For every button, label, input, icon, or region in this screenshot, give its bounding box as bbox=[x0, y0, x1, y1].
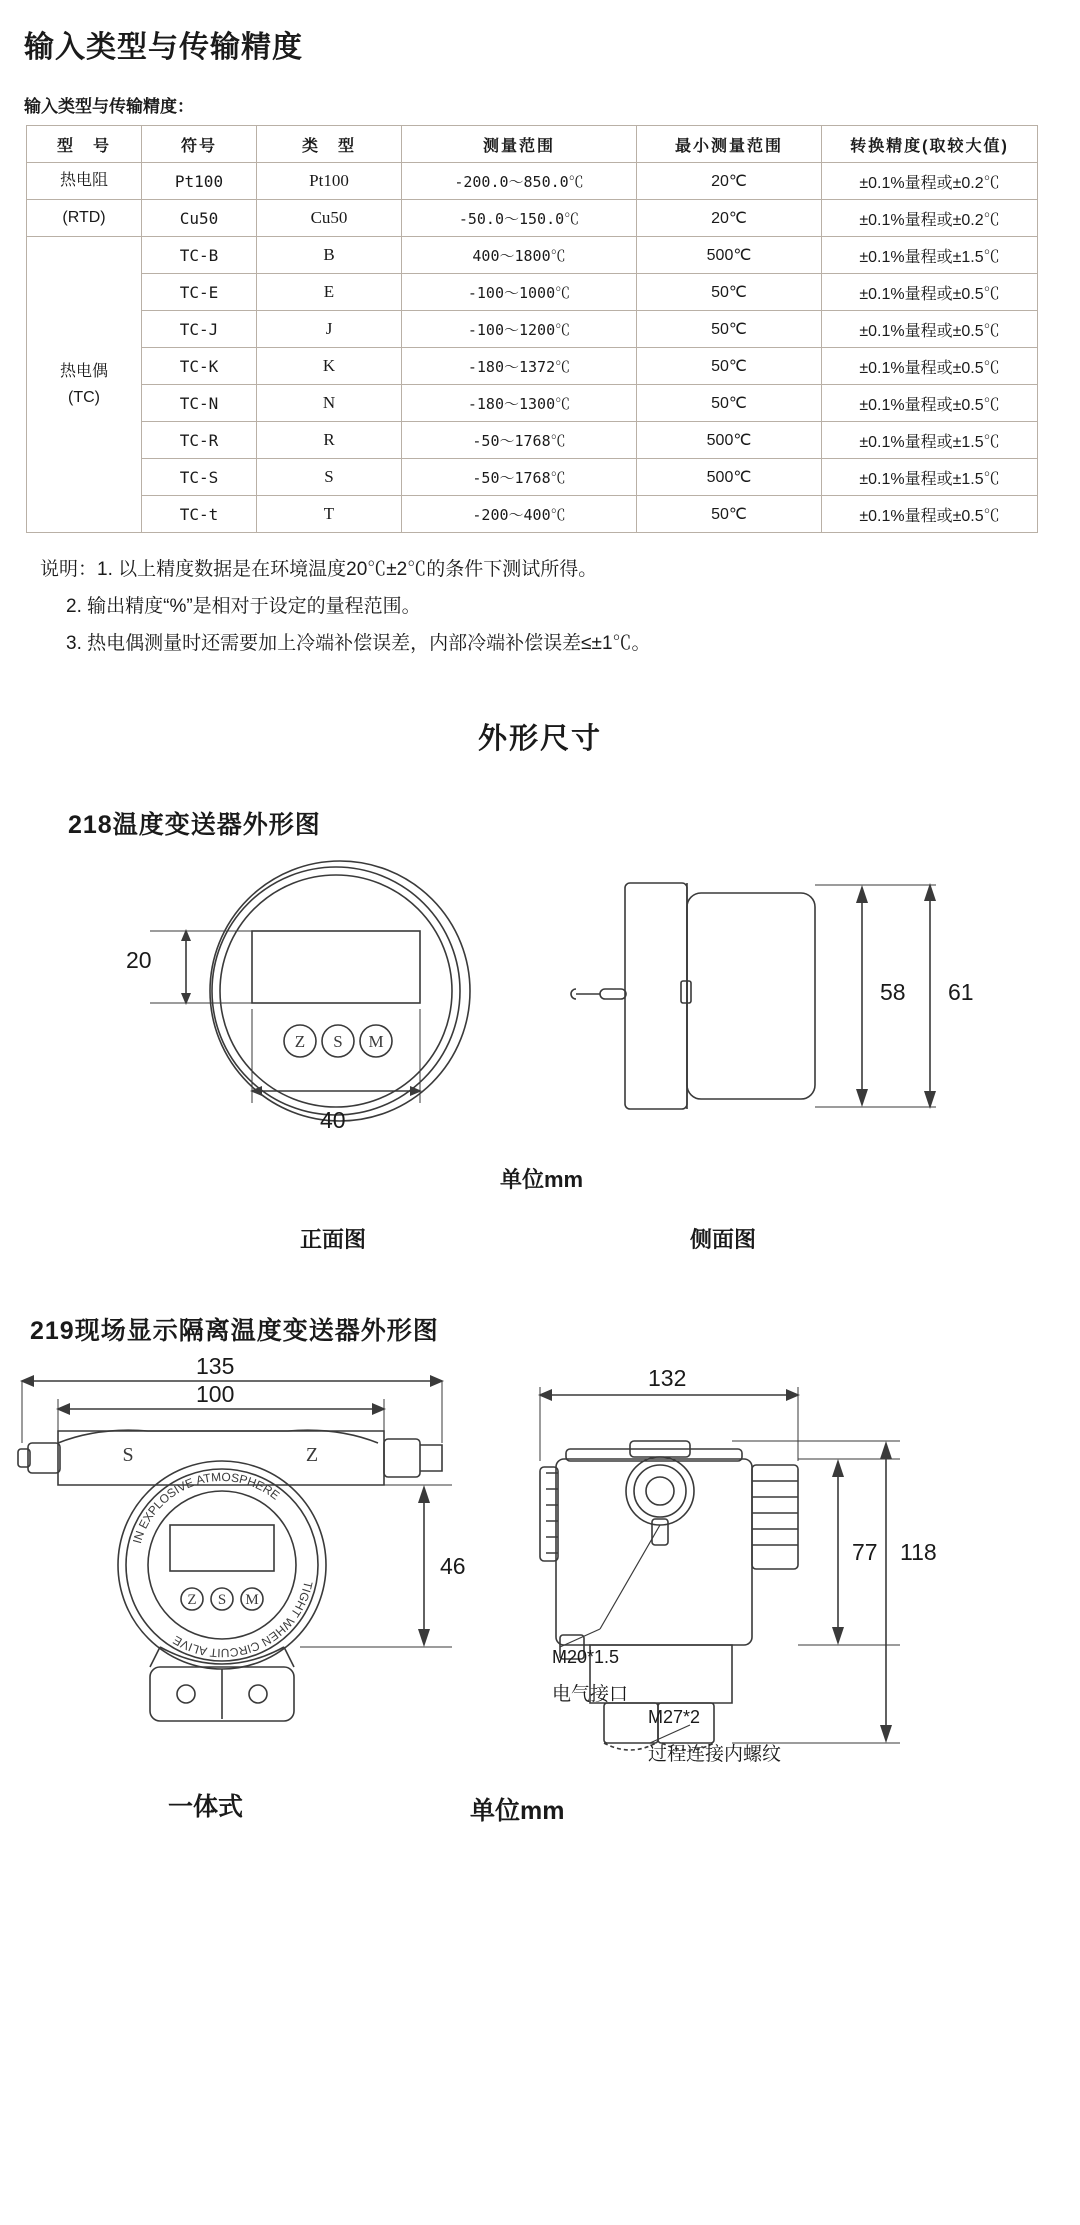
key-s-label: S bbox=[333, 1032, 343, 1052]
cell-symbol: TC-R bbox=[142, 422, 257, 459]
dim-118-label: 118 bbox=[900, 1539, 937, 1566]
cell-minrange: 20℃ bbox=[637, 200, 822, 237]
section-title-dimensions: 外形尺寸 bbox=[477, 723, 602, 756]
dim-61-label: 61 bbox=[948, 979, 974, 1006]
cell-accuracy: ±0.1%量程或±0.2℃ bbox=[822, 200, 1038, 237]
note-3: 3. 热电偶测量时还需要加上冷端补偿误差，内部冷端补偿误差≤±1℃。 bbox=[66, 633, 651, 655]
dim-40-label: 40 bbox=[320, 1107, 346, 1134]
table-row bbox=[27, 496, 1038, 533]
label-m20: M20*1.5 bbox=[552, 1647, 620, 1668]
table-row bbox=[27, 200, 1038, 237]
cell-type: J bbox=[257, 311, 402, 348]
figure-219 bbox=[0, 1347, 1080, 1777]
cell-accuracy: ±0.1%量程或±0.2℃ bbox=[822, 163, 1038, 200]
cell-type: Pt100 bbox=[257, 163, 402, 200]
cell-range: -100～1000℃ bbox=[402, 274, 637, 311]
figure-218-drawing bbox=[0, 841, 1080, 1271]
cell-range: 400～1800℃ bbox=[402, 237, 637, 274]
table-header-row bbox=[27, 126, 1038, 163]
table-row bbox=[27, 422, 1038, 459]
cell-minrange: 50℃ bbox=[637, 385, 822, 422]
cell-minrange: 50℃ bbox=[637, 274, 822, 311]
notes-block bbox=[0, 551, 1080, 662]
note-2: 2. 输出精度“%”是相对于设定的量程范围。 bbox=[66, 596, 421, 618]
label-m27-desc: 过程连接内螺纹 bbox=[648, 1744, 782, 1766]
cell-symbol: TC-S bbox=[142, 459, 257, 496]
cell-type: R bbox=[257, 422, 402, 459]
table-row bbox=[27, 163, 1038, 200]
cell-accuracy: ±0.1%量程或±0.5℃ bbox=[822, 274, 1038, 311]
figure-219-captions bbox=[0, 1777, 1080, 1847]
dim-46-label: 46 bbox=[440, 1553, 466, 1580]
cell-range: -50.0～150.0℃ bbox=[402, 200, 637, 237]
cell-accuracy: ±0.1%量程或±0.5℃ bbox=[822, 385, 1038, 422]
note-1: 说明：1. 以上精度数据是在环境温度20℃±2℃的条件下测试所得。 bbox=[40, 559, 598, 580]
th-range: 测量范围 bbox=[402, 126, 637, 163]
cell-type: S bbox=[257, 459, 402, 496]
th-minrange: 最小测量范围 bbox=[637, 126, 822, 163]
cell-accuracy: ±0.1%量程或±1.5℃ bbox=[822, 422, 1038, 459]
fig219-caption-left: 一体式 bbox=[168, 1793, 244, 1822]
cell-minrange: 500℃ bbox=[637, 459, 822, 496]
group-label-rtd-2: (RTD) bbox=[27, 200, 142, 237]
table-row bbox=[27, 311, 1038, 348]
cell-range: -180～1372℃ bbox=[402, 348, 637, 385]
cell-symbol: Cu50 bbox=[142, 200, 257, 237]
cell-minrange: 500℃ bbox=[637, 422, 822, 459]
table-row bbox=[27, 385, 1038, 422]
dim-100-label: 100 bbox=[196, 1381, 235, 1408]
cell-accuracy: ±0.1%量程或±0.5℃ bbox=[822, 311, 1038, 348]
figure-218 bbox=[0, 841, 1080, 1271]
fig218-unit-label: 单位mm bbox=[500, 1167, 584, 1193]
table-row bbox=[27, 459, 1038, 496]
group-label-tc-line1: 热电偶 bbox=[59, 362, 108, 380]
table-row bbox=[27, 348, 1038, 385]
table-row bbox=[27, 274, 1038, 311]
key-z-label: Z bbox=[294, 1032, 306, 1052]
label-m20-desc: 电气接口 bbox=[552, 1684, 629, 1706]
cell-minrange: 50℃ bbox=[637, 496, 822, 533]
cell-minrange: 50℃ bbox=[637, 311, 822, 348]
cell-accuracy: ±0.1%量程或±1.5℃ bbox=[822, 237, 1038, 274]
cell-range: -200～400℃ bbox=[402, 496, 637, 533]
cell-minrange: 20℃ bbox=[637, 163, 822, 200]
cell-symbol: TC-t bbox=[142, 496, 257, 533]
key-s-label: S bbox=[217, 1592, 227, 1609]
th-accuracy: 转换精度(取较大值) bbox=[822, 126, 1038, 163]
dim-77-label: 77 bbox=[852, 1539, 878, 1566]
cell-range: -100～1200℃ bbox=[402, 311, 637, 348]
cell-type: Cu50 bbox=[257, 200, 402, 237]
cell-range: -200.0～850.0℃ bbox=[402, 163, 637, 200]
cell-range: -50～1768℃ bbox=[402, 422, 637, 459]
fig218-title: 218温度变送器外形图 bbox=[68, 811, 321, 840]
cell-range: -180～1300℃ bbox=[402, 385, 637, 422]
cell-minrange: 500℃ bbox=[637, 237, 822, 274]
group-label-tc bbox=[27, 237, 142, 533]
table-row bbox=[27, 237, 1038, 274]
page-title: 输入类型与传输精度 bbox=[24, 31, 303, 64]
cell-type: K bbox=[257, 348, 402, 385]
cell-type: E bbox=[257, 274, 402, 311]
cell-symbol: Pt100 bbox=[142, 163, 257, 200]
key-m-label: M bbox=[368, 1032, 384, 1052]
cell-symbol: TC-E bbox=[142, 274, 257, 311]
ring-text-bottom: TIGHT WHEN CIRCUIT ALIVE bbox=[170, 1580, 316, 1661]
cell-symbol: TC-N bbox=[142, 385, 257, 422]
dim-58-label: 58 bbox=[880, 979, 906, 1006]
key-m-label: M bbox=[245, 1592, 259, 1609]
dim-135-label: 135 bbox=[196, 1353, 235, 1380]
th-symbol: 符号 bbox=[142, 126, 257, 163]
th-type: 类 型 bbox=[257, 126, 402, 163]
fig218-caption-side: 侧面图 bbox=[690, 1227, 757, 1253]
dim-132-label: 132 bbox=[648, 1365, 687, 1392]
th-model: 型 号 bbox=[27, 126, 142, 163]
key-z-label: Z bbox=[187, 1592, 197, 1609]
fig218-caption-front: 正面图 bbox=[300, 1227, 367, 1253]
cell-accuracy: ±0.1%量程或±0.5℃ bbox=[822, 496, 1038, 533]
cell-range: -50～1768℃ bbox=[402, 459, 637, 496]
ring-text-top: IN EXPLOSIVE ATMOSPHERE bbox=[129, 1470, 283, 1546]
cell-type: B bbox=[257, 237, 402, 274]
cell-symbol: TC-K bbox=[142, 348, 257, 385]
dim-20-label: 20 bbox=[126, 947, 152, 974]
group-label-rtd-1: 热电阻 bbox=[27, 163, 142, 200]
group-label-tc-line2: (TC) bbox=[68, 388, 100, 406]
cell-symbol: TC-J bbox=[142, 311, 257, 348]
cell-accuracy: ±0.1%量程或±1.5℃ bbox=[822, 459, 1038, 496]
input-type-accuracy-table bbox=[26, 125, 1038, 533]
cell-minrange: 50℃ bbox=[637, 348, 822, 385]
cell-symbol: TC-B bbox=[142, 237, 257, 274]
fig219-unit-label: 单位mm bbox=[470, 1797, 565, 1826]
fig219-title: 219现场显示隔离温度变送器外形图 bbox=[30, 1317, 439, 1346]
mark-z-label: Z bbox=[305, 1444, 319, 1467]
cell-type: T bbox=[257, 496, 402, 533]
cell-type: N bbox=[257, 385, 402, 422]
label-m27: M27*2 bbox=[648, 1707, 701, 1728]
cell-accuracy: ±0.1%量程或±0.5℃ bbox=[822, 348, 1038, 385]
table-caption: 输入类型与传输精度： bbox=[24, 97, 194, 116]
mark-s-label: S bbox=[122, 1444, 134, 1467]
